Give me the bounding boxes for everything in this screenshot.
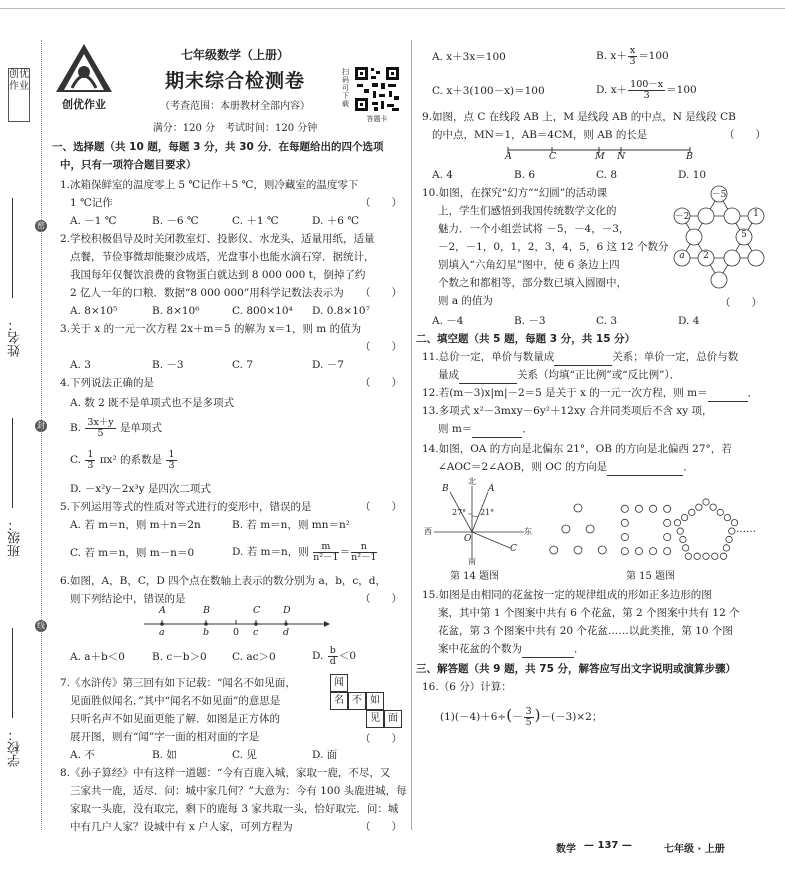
- q9-option-b[interactable]: B. 6: [514, 169, 536, 181]
- q2-option-d[interactable]: D. 0.8×10⁷: [312, 305, 370, 317]
- q8-d-num: 100－x: [630, 78, 664, 90]
- q16-title: 16.（6 分）计算：: [422, 681, 512, 693]
- q6-option-d-text: ＜0: [338, 650, 357, 662]
- q4-option-b-label: B.: [70, 422, 82, 434]
- q13-blank[interactable]: [472, 425, 522, 438]
- q11-text-3: 量成: [438, 369, 459, 381]
- footer-grade: 七年级 · 上册: [664, 844, 725, 855]
- direction-figure: [424, 478, 534, 568]
- q8-option-d-label: D. x＋: [596, 84, 628, 96]
- q10-option-c[interactable]: C. 3: [596, 315, 618, 327]
- class-line: [12, 418, 13, 508]
- q9-answer-paren[interactable]: （ ）: [724, 129, 766, 141]
- q6-d-den: d: [329, 655, 336, 667]
- flower-pot: [726, 536, 732, 542]
- flower-pot: [694, 553, 700, 559]
- q15-blank[interactable]: [522, 645, 574, 658]
- q3-option-c[interactable]: C. 7: [232, 359, 254, 371]
- q13-stem: 13.多项式 x²－3mxy－6y²＋12xy 合并同类项后不含 xy 项，: [422, 405, 713, 417]
- q4-option-c-fraction2: [166, 450, 176, 471]
- section2-title: 二、填空题（共 5 题，每题 3 分，共 15 分）: [416, 333, 636, 345]
- flower-pot: [681, 514, 687, 520]
- star-value-mid-right: 5: [741, 230, 747, 240]
- q15-ellipsis: ……: [736, 524, 756, 535]
- q6-value-b: b: [203, 627, 210, 638]
- star-value-upper-right: 1: [753, 209, 759, 219]
- q14-angle-27: 27°: [452, 508, 467, 517]
- q6-point-a: A: [159, 605, 166, 616]
- flower-pot: [621, 533, 628, 540]
- flower-pot: [664, 505, 671, 512]
- flower-pot: [635, 548, 642, 555]
- q1-answer-paren[interactable]: （ ）: [360, 197, 402, 209]
- q1-option-b[interactable]: B. －6 ℃: [152, 215, 199, 227]
- flower-pot: [717, 509, 723, 515]
- q10-stem-4: －2，－1，0，1，2，3，4，5，6 这 12 个数分: [438, 241, 669, 253]
- q8-b-num: x: [629, 44, 636, 56]
- seal-mi: 密: [37, 221, 45, 230]
- q3-option-b[interactable]: B. －3: [152, 359, 184, 371]
- column-divider: [411, 40, 412, 830]
- net-cell-1: 闻: [330, 674, 348, 692]
- q4-option-b-fraction: [85, 418, 115, 439]
- q5-d-right-fraction: [351, 542, 376, 563]
- footer-page-number: — 137 —: [584, 840, 632, 851]
- q6-value-d: d: [283, 627, 290, 638]
- q15-caption: 第 15 题图: [626, 571, 676, 582]
- q14-label-o: O: [464, 534, 472, 544]
- q15-stem-2: 案，其中第 1 个图案中共有 6 个花盆，第 2 个图案中共有 12 个: [438, 607, 740, 619]
- q4-c-num2: 1: [168, 448, 175, 460]
- q10-option-d[interactable]: D. 4: [678, 315, 700, 327]
- q6-value-a: a: [159, 627, 165, 638]
- q5-d-right-den: n²－1: [351, 551, 377, 563]
- logo-icon: [52, 42, 116, 98]
- flower-pot: [685, 553, 691, 559]
- q10-option-a[interactable]: A. －4: [432, 315, 464, 327]
- q14-stem: 14.如图，OA 的方向是北偏东 21°，OB 的方向是北偏西 27°，若: [422, 443, 732, 455]
- subject-title: 七年级数学（上册）: [180, 48, 289, 62]
- q7-stem-1: 7.《水浒传》第三回有如下记载：“闻名不如见面，: [60, 677, 296, 689]
- q3-option-a[interactable]: A. 3: [70, 359, 91, 371]
- q7-stem-4: 展开图，则有“闻”字一面的相对面的字是: [70, 731, 260, 743]
- q2-stem-4: 2 亿人一年的口粮．数据“8 000 000”用科学记数法表示为: [70, 287, 344, 299]
- q9-option-d[interactable]: D. 10: [678, 169, 707, 181]
- logo-text: 创优作业: [62, 98, 106, 111]
- q14-caption: 第 14 题图: [450, 571, 500, 582]
- flower-pot: [562, 525, 570, 533]
- flower-pot: [664, 548, 671, 555]
- q10-stem-7: 则 a 的值为: [438, 295, 493, 307]
- q1-stem-2: 1 ℃记作: [70, 197, 113, 209]
- brand-tab: 创优作业: [8, 68, 30, 122]
- star-value-top: －5: [711, 190, 727, 200]
- q5-option-d-text: D. 若 m＝n，则: [232, 546, 309, 558]
- q1-option-c[interactable]: C. ＋1 ℃: [232, 215, 279, 227]
- q8-answer-paren[interactable]: （ ）: [360, 821, 402, 833]
- q16-numerator: 3: [525, 705, 532, 717]
- q1-stem: 1.冰箱保鲜室的温度零上 5 ℃记作＋5 ℃，则冷藏室的温度零下: [60, 179, 359, 191]
- q6-number-line: [140, 606, 330, 642]
- flower-pot: [574, 504, 582, 512]
- q16-right-paren: ): [534, 706, 541, 724]
- q10-stem-6: 个数之和都相等，部分数已填入圆圈中，: [438, 277, 627, 289]
- q14-text: ∠AOC＝2∠AOB，则 OC 的方向是: [438, 461, 608, 473]
- qr-bottom-label: 答题卡: [366, 115, 388, 123]
- q4-c-den1: 3: [87, 459, 94, 471]
- q14-west: 西: [424, 527, 432, 536]
- q14-north: 北: [468, 477, 476, 486]
- q11-blank-1[interactable]: [554, 353, 612, 366]
- q6-stem-1: 6.如图，A，B，C，D 四个点在数轴上表示的数分别为 a，b，c，d，: [60, 575, 387, 587]
- section1-title-2: 中，只有一项符合题目要求）: [60, 159, 197, 171]
- net-cell-3: 不: [348, 692, 366, 710]
- q16-expr-pre: (1)(－4)＋6÷: [440, 711, 507, 723]
- q14-label-b: B: [442, 484, 449, 494]
- q5-answer-paren[interactable]: （ ）: [360, 501, 402, 513]
- q8-stem-3: 家取一头鹿，没有取完，剩下的鹿每 3 家共取一头，恰好取完．问：城: [70, 803, 399, 815]
- q5-option-c[interactable]: C. 若 m＝n，则 m－n＝0: [70, 547, 195, 559]
- q2-option-b[interactable]: B. 8×10⁶: [152, 305, 200, 317]
- q14-angle-21: 21°: [480, 508, 495, 517]
- q4-option-b[interactable]: [70, 416, 162, 440]
- qr-side-label: 扫码可下载: [342, 68, 349, 108]
- flower-pot: [674, 520, 680, 526]
- q11-text-1: 11.总价一定，单价与数量成: [422, 351, 555, 363]
- q8-option-b-label: B. x＋: [596, 50, 627, 62]
- net-cell-5: 见: [366, 710, 384, 728]
- flower-pot: [682, 545, 688, 551]
- q2-stem-2: 点餐，节俭事微却能聚沙成塔，光盘事小也能水滴石穿．据统计，: [70, 251, 375, 263]
- flower-pot: [621, 505, 628, 512]
- flower-pot: [664, 519, 671, 526]
- q5-option-a[interactable]: A. 若 m＝n，则 m＋n＝2n: [70, 519, 201, 531]
- flower-pot: [621, 548, 628, 555]
- q9-point-c: C: [549, 151, 557, 162]
- star-value-lower: 2: [703, 251, 709, 261]
- star-value-upper-left: －2: [674, 212, 690, 222]
- q7-cube-net: [326, 674, 406, 730]
- flower-pot: [724, 514, 730, 520]
- q7-option-d[interactable]: D. 面: [312, 749, 338, 761]
- q4-c-den2: 3: [168, 459, 175, 471]
- q12-text: 12.若(m－3)x|m|－2＝5 是关于 x 的一元一次方程，则 m＝: [422, 387, 708, 399]
- q10-magic-star: [664, 182, 774, 292]
- footer-subject: 数学: [556, 844, 576, 855]
- q11-blank-2[interactable]: [459, 371, 517, 384]
- q9-segment-figure: [500, 144, 700, 166]
- q15-stem-3: 花盆，第 3 个图案中共有 20 个花盆……以此类推，第 10 个图: [438, 625, 733, 637]
- q14-label-c: C: [510, 544, 517, 554]
- q2-option-a[interactable]: A. 8×10⁵: [70, 305, 118, 317]
- q8-option-c[interactable]: C. x＋3(100－x)＝100: [432, 85, 545, 97]
- flower-pot: [703, 499, 709, 505]
- q9-option-a[interactable]: A. 4: [432, 169, 453, 181]
- q8-option-b-fraction: [628, 46, 637, 67]
- q9-option-c[interactable]: C. 8: [596, 169, 618, 181]
- name-line: [12, 198, 13, 298]
- flower-pot: [729, 528, 735, 534]
- q5-d-right-num: n: [351, 542, 376, 553]
- q6-option-b[interactable]: B. c－b＞0: [152, 651, 207, 663]
- q8-option-b-text: ＝100: [638, 50, 669, 62]
- flower-pot: [689, 509, 695, 515]
- seal-xian: 线: [37, 621, 45, 630]
- q6-option-d-fraction: [328, 646, 338, 667]
- flower-pot: [598, 546, 606, 554]
- flower-pot: [680, 536, 686, 542]
- q5-d-left-den: n²－1: [313, 551, 339, 563]
- q6-point-c: C: [253, 605, 261, 616]
- q10-stem-2: 上，学生们感悟到我国传统数学文化的: [438, 205, 617, 217]
- qr-code[interactable]: [354, 66, 400, 124]
- q6-stem-2: 则下列结论中，错误的是: [70, 593, 186, 605]
- q9-stem-1: 9.如图，点 C 在线段 AB 上，M 是线段 AB 的中点，N 是线段 CB: [422, 111, 736, 123]
- q14-line-2: [438, 458, 694, 476]
- flower-pot: [720, 553, 726, 559]
- q7-answer-paren[interactable]: （ ）: [360, 733, 402, 745]
- q10-stem-5: 别填入“六角幻星”图中，使 6 条边上四: [438, 259, 620, 271]
- net-cell-4: 如: [366, 692, 384, 710]
- q5-d-left-fraction: [313, 542, 338, 563]
- q7-option-c[interactable]: C. 见: [232, 749, 257, 761]
- q10-stem-3: 魅力．一个小组尝试将 －5，－4，－3，: [438, 223, 630, 235]
- binding-margin: [0, 38, 45, 838]
- q14-end: ．: [683, 461, 694, 473]
- q2-stem-3: 我国每年仅餐饮浪费的食物蛋白就达到 8 000 000 t，倒掉了约: [70, 269, 366, 281]
- q4-stem: 4.下列说法正确的是: [60, 377, 155, 389]
- q8-option-b[interactable]: [596, 44, 669, 68]
- q4-b-denominator: 5: [97, 427, 104, 439]
- q6-option-d[interactable]: [312, 644, 356, 668]
- q2-stem-1: 2.学校积极倡导及时关闭教室灯、投影仪、水龙头，适量用纸，适量: [60, 233, 375, 245]
- q4-option-c-fraction1: [85, 450, 95, 471]
- q16-left-paren: (: [506, 706, 513, 724]
- q10-option-b[interactable]: B. －3: [514, 315, 546, 327]
- flower-pot: [696, 504, 702, 510]
- score-time: 满分：120 分 考试时间：120 分钟: [152, 123, 318, 134]
- q1-option-a[interactable]: A. －1 ℃: [70, 215, 117, 227]
- q7-stem-2: 见面胜似闻名．”其中“闻名不如见面”的意思是: [70, 695, 281, 707]
- q6-d-num: b: [329, 644, 336, 656]
- q4-option-c[interactable]: [70, 448, 178, 472]
- q5-stem: 5.下列运用等式的性质对等式进行的变形中，错误的是: [60, 501, 312, 513]
- q6-point-d: D: [283, 605, 291, 616]
- q6-point-b: B: [203, 605, 210, 616]
- q8-b-den: 3: [629, 55, 636, 67]
- q4-option-d[interactable]: D. －x²y－2x³y 是四次二项式: [70, 483, 211, 495]
- q4-option-a[interactable]: A. 数 2 既不是单项式也不是多项式: [70, 397, 235, 409]
- q5-option-d[interactable]: D. 若 m＝n，则 $\frac{m}{\text{n²－1}}$ ＝ $\frac{n}{\text{n²－1}}$: [232, 540, 377, 563]
- q8-option-d-text: ＝100: [666, 84, 697, 96]
- q8-option-a[interactable]: A. x＋3x＝100: [432, 51, 506, 63]
- q15-pattern-figure: [540, 494, 770, 566]
- q14-label-a: A: [488, 484, 495, 494]
- q13-text: 则 m＝: [438, 423, 473, 435]
- flower-pot: [586, 525, 594, 533]
- q4-c-num1: 1: [87, 448, 94, 460]
- q11-line-1: [422, 348, 738, 366]
- q4-option-c-text: πx² 的系数是: [99, 454, 163, 466]
- q9-point-a: A: [505, 151, 512, 162]
- q5-option-b[interactable]: B. 若 m＝n，则 mn＝n²: [232, 519, 350, 531]
- q8-option-d[interactable]: [596, 78, 697, 102]
- exam-scope: （考查范围：本册教材全部内容）: [160, 101, 310, 112]
- class-label: 班级：: [8, 518, 23, 557]
- q4-answer-paren[interactable]: （ ）: [360, 377, 402, 389]
- q4-option-b-text: 是单项式: [120, 422, 163, 434]
- q16-fraction: [524, 707, 534, 728]
- q6-option-a[interactable]: A. a＋b＜0: [70, 651, 125, 663]
- q6-option-c[interactable]: C. ac＞0: [232, 651, 276, 663]
- q3-stem: 3.关于 x 的一元一次方程 2x＋m＝5 的解为 x＝1，则 m 的值为: [60, 323, 362, 335]
- q2-option-c[interactable]: C. 800×10⁴: [232, 305, 293, 317]
- q9-point-n: N: [617, 151, 626, 162]
- q14-direction-figure: [424, 478, 534, 568]
- q8-option-d-fraction: [628, 80, 665, 101]
- binding-dotted-line: [41, 40, 42, 830]
- top-strip: [0, 0, 785, 9]
- section1-title: 一、选择题（共 10 题，每题 3 分，共 30 分．在每题给出的四个选项: [52, 141, 384, 153]
- net-cell-2: 名: [330, 692, 348, 710]
- q9-point-b: B: [686, 151, 693, 162]
- q4-b-numerator: 3x＋y: [87, 416, 114, 428]
- q11-text-2: 关系；单价一定，总价与数: [612, 351, 739, 363]
- q6-option-d-label: D.: [312, 650, 324, 662]
- flower-pot: [550, 546, 558, 554]
- flower-pot: [635, 505, 642, 512]
- name-label: 姓名：: [8, 318, 23, 357]
- q3-option-d[interactable]: D. －7: [312, 359, 344, 371]
- q1-option-d[interactable]: D. ＋6 ℃: [312, 215, 359, 227]
- q9-point-m: M: [595, 151, 605, 162]
- flower-pot: [703, 553, 709, 559]
- q7-stem-3: 只听名声不如见面更能了解．如图是正方体的: [70, 713, 280, 725]
- q8-stem-4: 中有几户人家？设城中有 x 户人家，可列方程为: [70, 821, 293, 833]
- q8-stem-2: 三家共一鹿，适尽．问：城中家几何？”大意为：今有 100 头鹿进城，每: [70, 785, 407, 797]
- q2-answer-paren[interactable]: （ ）: [360, 287, 402, 299]
- q13-end: ．: [522, 423, 533, 435]
- q4-option-c-label: C.: [70, 454, 81, 466]
- q8-d-den: 3: [643, 89, 650, 101]
- q15-stem-1: 15.如图是由相同的花盆按一定的规律组成的形如正多边形的图: [422, 589, 712, 601]
- q10-stem-1: 10.如图，在探究“幻方”“幻圆”的活动课: [422, 187, 608, 199]
- q14-blank[interactable]: [607, 463, 683, 476]
- flower-pot: [574, 546, 582, 554]
- q3-answer-paren[interactable]: （ ）: [360, 341, 402, 353]
- q11-text-4: 关系（均填“正比例”或“反比例”）．: [517, 369, 681, 381]
- q14-east: 东: [524, 527, 532, 536]
- q7-option-a[interactable]: A. 不: [70, 749, 95, 761]
- q6-value-zero: 0: [233, 627, 240, 638]
- q16-expr-post: －(－3)×2；: [540, 711, 603, 723]
- flower-pot: [712, 553, 718, 559]
- q15-line-4: [438, 640, 585, 658]
- q11-line-2: [438, 366, 680, 384]
- qr-code-icon: [354, 66, 400, 112]
- school-label: 学校：: [8, 728, 23, 767]
- flower-pot: [664, 533, 671, 540]
- q7-option-b[interactable]: B. 如: [152, 749, 177, 761]
- q15-text: 案中花盆的个数为: [438, 643, 522, 655]
- q8-stem-1: 8.《孙子算经》中有这样一道题：“今有百鹿入城，家取一鹿，不尽，又: [60, 767, 391, 779]
- flower-pot: [649, 548, 656, 555]
- q6-answer-paren[interactable]: （ ）: [360, 593, 402, 605]
- page-title: 期末综合检测卷: [164, 70, 305, 92]
- school-line: [12, 628, 13, 718]
- net-cell-6: 面: [384, 710, 402, 728]
- q12-blank[interactable]: [708, 389, 748, 402]
- seal-feng: 封: [37, 421, 45, 430]
- flower-pot: [723, 545, 729, 551]
- q14-south: 南: [468, 557, 476, 566]
- q12-end: ．: [747, 387, 759, 399]
- q16-denominator: 5: [525, 716, 532, 728]
- flower-pot: [710, 504, 716, 510]
- q10-answer-paren[interactable]: （ ）: [720, 297, 762, 309]
- flower-pot: [649, 505, 656, 512]
- flower-pot: [677, 528, 683, 534]
- brand-logo: [52, 42, 116, 112]
- q9-stem-2: 的中点，MN＝1，AB＝4CM，则 AB 的长是: [432, 129, 648, 141]
- q12-line: [422, 384, 758, 402]
- q13-line-2: [438, 420, 533, 438]
- q5-d-left-num: m: [313, 542, 338, 553]
- q16-expression: (1)(－4)＋6÷(－ $\frac{3}{5}$ )－(－3)×2；: [440, 705, 603, 728]
- flower-pot: [621, 519, 628, 526]
- q16-answer-area[interactable]: [422, 732, 767, 832]
- star-value-a: a: [679, 251, 685, 261]
- q15-end: ．: [574, 643, 585, 655]
- q6-value-c: c: [253, 627, 259, 638]
- section3-title: 三、解答题（共 9 题，共 75 分，解答应写出文字说明或演算步骤）: [416, 663, 737, 675]
